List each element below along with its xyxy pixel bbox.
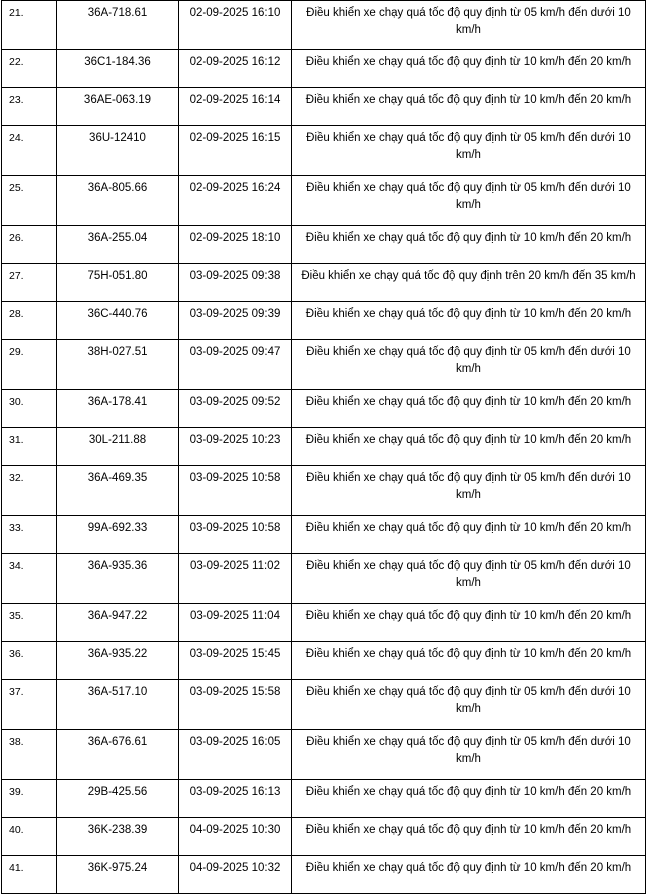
violation-time: 03-09-2025 10:23 <box>179 428 292 466</box>
violations-table <box>1 0 646 894</box>
table-row <box>2 50 646 88</box>
violation-description: Điều khiển xe chạy quá tốc độ quy định từ 10 km/h đến 20 km/h <box>292 642 646 680</box>
row-number: 25. <box>2 176 57 226</box>
row-number: 27. <box>2 264 57 302</box>
license-plate: 36A-517.10 <box>57 680 179 730</box>
violation-description: Điều khiển xe chạy quá tốc độ quy định từ 05 km/h đến dưới 10 km/h <box>292 1 646 50</box>
violation-time: 03-09-2025 10:58 <box>179 516 292 554</box>
violation-description: Điều khiển xe chạy quá tốc độ quy định từ 10 km/h đến 20 km/h <box>292 428 646 466</box>
row-number: 39. <box>2 780 57 818</box>
violation-time: 04-09-2025 10:30 <box>179 818 292 856</box>
table-row <box>2 226 646 264</box>
license-plate: 30L-211.88 <box>57 428 179 466</box>
violation-description: Điều khiển xe chạy quá tốc độ quy định từ 10 km/h đến 20 km/h <box>292 780 646 818</box>
license-plate: 36C1-184.36 <box>57 50 179 88</box>
violation-description: Điều khiển xe chạy quá tốc độ quy định từ 05 km/h đến dưới 10 km/h <box>292 680 646 730</box>
violation-time: 03-09-2025 16:05 <box>179 730 292 780</box>
table-row <box>2 428 646 466</box>
violation-time: 03-09-2025 09:39 <box>179 302 292 340</box>
table-row <box>2 126 646 176</box>
row-number: 24. <box>2 126 57 176</box>
violation-time: 02-09-2025 16:10 <box>179 1 292 50</box>
violation-time: 02-09-2025 16:12 <box>179 50 292 88</box>
violation-description: Điều khiển xe chạy quá tốc độ quy định từ 05 km/h đến dưới 10 km/h <box>292 176 646 226</box>
license-plate: 36K-238.39 <box>57 818 179 856</box>
license-plate: 36A-178.41 <box>57 390 179 428</box>
violation-description: Điều khiển xe chạy quá tốc độ quy định từ 10 km/h đến 20 km/h <box>292 226 646 264</box>
table-row <box>2 554 646 604</box>
table-row <box>2 730 646 780</box>
row-number: 31. <box>2 428 57 466</box>
violation-description: Điều khiển xe chạy quá tốc độ quy định từ 05 km/h đến dưới 10 km/h <box>292 340 646 390</box>
table-row <box>2 302 646 340</box>
table-row <box>2 604 646 642</box>
license-plate: 36A-676.61 <box>57 730 179 780</box>
license-plate: 36A-718.61 <box>57 1 179 50</box>
row-number: 23. <box>2 88 57 126</box>
violation-time: 03-09-2025 15:45 <box>179 642 292 680</box>
violation-time: 03-09-2025 16:13 <box>179 780 292 818</box>
violation-description: Điều khiển xe chạy quá tốc độ quy định từ 05 km/h đến dưới 10 km/h <box>292 466 646 516</box>
table-row <box>2 642 646 680</box>
table-row <box>2 390 646 428</box>
table-row <box>2 176 646 226</box>
row-number: 28. <box>2 302 57 340</box>
violation-description: Điều khiển xe chạy quá tốc độ quy định từ 10 km/h đến 20 km/h <box>292 50 646 88</box>
license-plate: 36A-255.04 <box>57 226 179 264</box>
row-number: 30. <box>2 390 57 428</box>
violation-description: Điều khiển xe chạy quá tốc độ quy định từ 10 km/h đến 20 km/h <box>292 818 646 856</box>
license-plate: 36A-805.66 <box>57 176 179 226</box>
row-number: 26. <box>2 226 57 264</box>
license-plate: 36A-935.36 <box>57 554 179 604</box>
violation-description: Điều khiển xe chạy quá tốc độ quy định từ 10 km/h đến 20 km/h <box>292 604 646 642</box>
license-plate: 38H-027.51 <box>57 340 179 390</box>
license-plate: 36C-440.76 <box>57 302 179 340</box>
row-number: 32. <box>2 466 57 516</box>
row-number: 29. <box>2 340 57 390</box>
violation-description: Điều khiển xe chạy quá tốc độ quy định từ 10 km/h đến 20 km/h <box>292 516 646 554</box>
violation-time: 02-09-2025 18:10 <box>179 226 292 264</box>
table-row <box>2 780 646 818</box>
table-row <box>2 516 646 554</box>
table-row <box>2 856 646 894</box>
violation-description: Điều khiển xe chạy quá tốc độ quy định từ 05 km/h đến dưới 10 km/h <box>292 554 646 604</box>
table-row <box>2 466 646 516</box>
license-plate: 29B-425.56 <box>57 780 179 818</box>
license-plate: 36U-12410 <box>57 126 179 176</box>
row-number: 35. <box>2 604 57 642</box>
table-row <box>2 88 646 126</box>
license-plate: 36A-935.22 <box>57 642 179 680</box>
violation-time: 03-09-2025 09:47 <box>179 340 292 390</box>
license-plate: 36AE-063.19 <box>57 88 179 126</box>
violation-description: Điều khiển xe chạy quá tốc độ quy định từ 05 km/h đến dưới 10 km/h <box>292 730 646 780</box>
violation-time: 03-09-2025 15:58 <box>179 680 292 730</box>
row-number: 34. <box>2 554 57 604</box>
table-row <box>2 340 646 390</box>
license-plate: 36A-947.22 <box>57 604 179 642</box>
violation-description: Điều khiển xe chạy quá tốc độ quy định từ 10 km/h đến 20 km/h <box>292 856 646 894</box>
row-number: 37. <box>2 680 57 730</box>
license-plate: 75H-051.80 <box>57 264 179 302</box>
violation-time: 03-09-2025 09:38 <box>179 264 292 302</box>
row-number: 21. <box>2 1 57 50</box>
table-row <box>2 1 646 50</box>
violation-description: Điều khiển xe chạy quá tốc độ quy định từ 10 km/h đến 20 km/h <box>292 390 646 428</box>
license-plate: 36A-469.35 <box>57 466 179 516</box>
violation-time: 02-09-2025 16:15 <box>179 126 292 176</box>
violation-time: 03-09-2025 09:52 <box>179 390 292 428</box>
table-row <box>2 680 646 730</box>
row-number: 41. <box>2 856 57 894</box>
violations-table-body <box>2 1 646 894</box>
violation-time: 03-09-2025 11:02 <box>179 554 292 604</box>
row-number: 40. <box>2 818 57 856</box>
row-number: 38. <box>2 730 57 780</box>
row-number: 22. <box>2 50 57 88</box>
violation-description: Điều khiển xe chạy quá tốc độ quy định trên 20 km/h đến 35 km/h <box>292 264 646 302</box>
violation-time: 03-09-2025 10:58 <box>179 466 292 516</box>
violation-description: Điều khiển xe chạy quá tốc độ quy định từ 05 km/h đến dưới 10 km/h <box>292 126 646 176</box>
violation-description: Điều khiển xe chạy quá tốc độ quy định từ 10 km/h đến 20 km/h <box>292 302 646 340</box>
row-number: 33. <box>2 516 57 554</box>
license-plate: 99A-692.33 <box>57 516 179 554</box>
violation-time: 03-09-2025 11:04 <box>179 604 292 642</box>
violation-time: 02-09-2025 16:14 <box>179 88 292 126</box>
violation-description: Điều khiển xe chạy quá tốc độ quy định từ 10 km/h đến 20 km/h <box>292 88 646 126</box>
license-plate: 36K-975.24 <box>57 856 179 894</box>
violation-time: 02-09-2025 16:24 <box>179 176 292 226</box>
row-number: 36. <box>2 642 57 680</box>
violation-time: 04-09-2025 10:32 <box>179 856 292 894</box>
table-row <box>2 818 646 856</box>
table-row <box>2 264 646 302</box>
